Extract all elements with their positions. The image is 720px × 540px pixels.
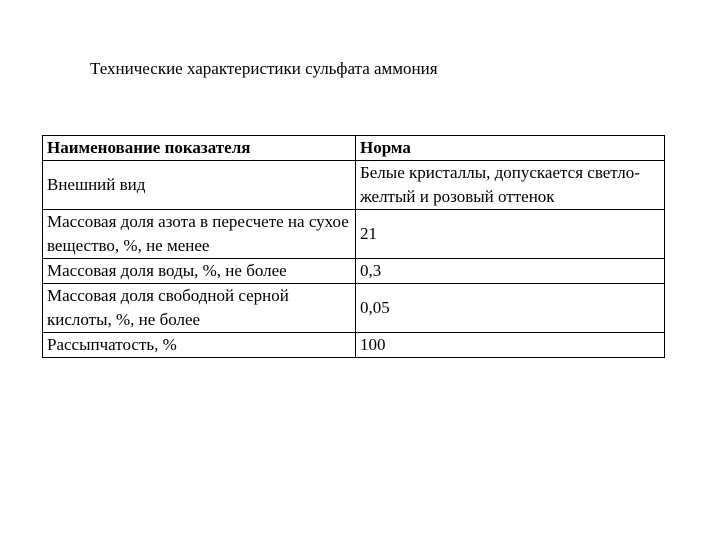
norm-value-cell: 0,3 — [356, 259, 665, 284]
table-row — [43, 210, 665, 259]
table-row — [43, 161, 665, 210]
norm-value-cell: 100 — [356, 333, 665, 358]
indicator-name-cell: Внешний вид — [43, 161, 356, 210]
table-header-row — [43, 136, 665, 161]
table-row — [43, 259, 665, 284]
document-title: Технические характеристики сульфата аммония — [90, 59, 438, 78]
table-row — [43, 333, 665, 358]
norm-value-cell: Белые кристаллы, допускается светло-желтый и розовый оттенок — [356, 161, 665, 210]
header-norm: Норма — [356, 136, 665, 161]
indicator-name-cell: Рассыпчатость, % — [43, 333, 356, 358]
indicator-name-cell: Массовая доля азота в пересчете на сухое вещество, %, не менее — [43, 210, 356, 259]
norm-value-cell: 21 — [356, 210, 665, 259]
table-row — [43, 284, 665, 333]
norm-value-cell: 0,05 — [356, 284, 665, 333]
header-indicator-name: Наименование показателя — [43, 136, 356, 161]
indicator-name-cell: Массовая доля свободной серной кислоты, %, не более — [43, 284, 356, 333]
specifications-table — [42, 135, 665, 358]
indicator-name-cell: Массовая доля воды, %, не более — [43, 259, 356, 284]
